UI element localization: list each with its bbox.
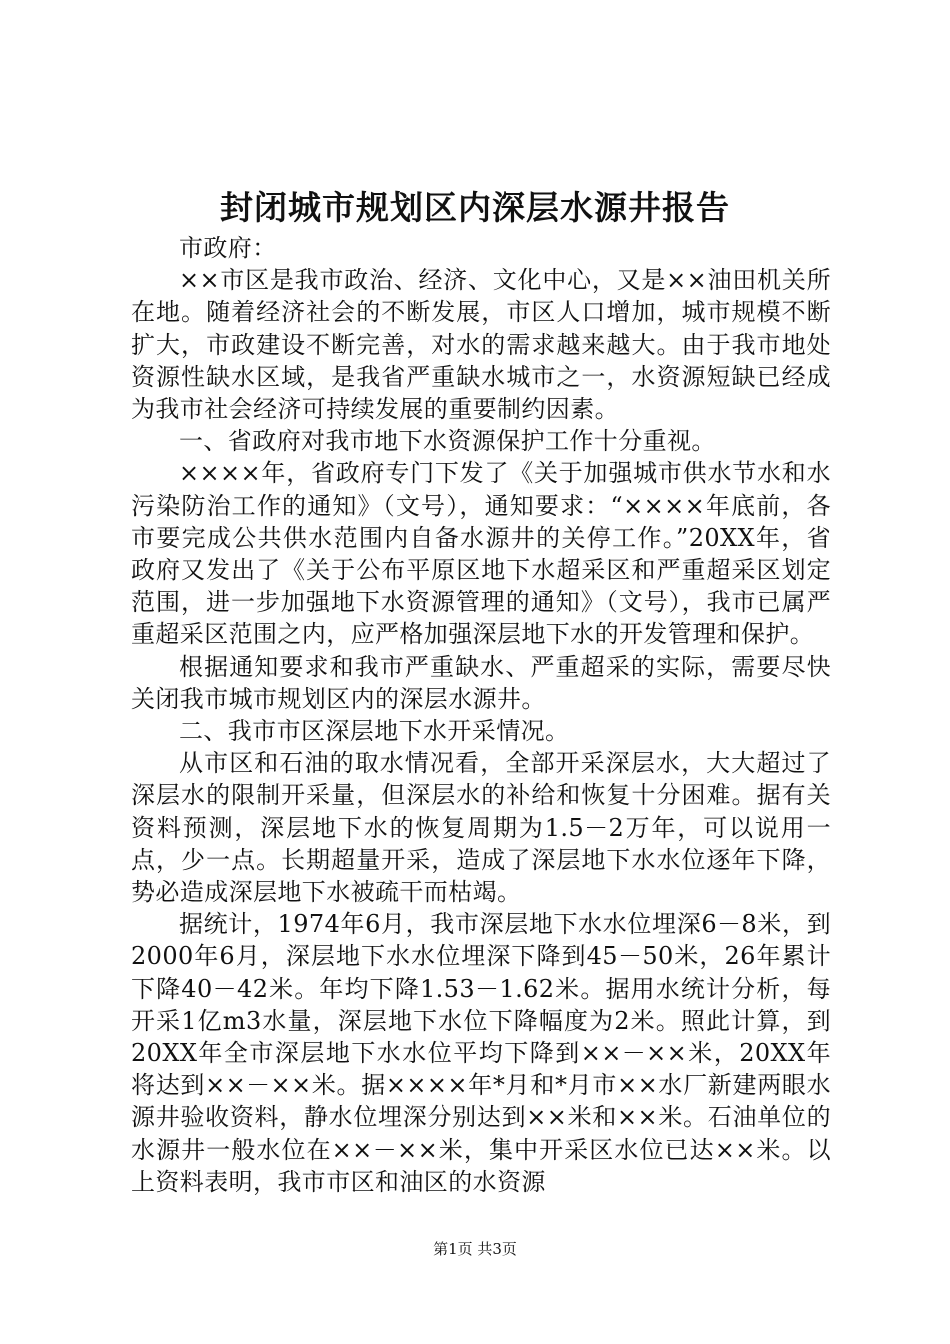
paragraph: 据统计，1974年6月，我市深层地下水水位埋深6－8米，到2000年6月，深层地下水水位埋深下降到45－50米，26年累计下降40－42米。年均下降1.53－1.62米。据用水统计分析，每开采1亿m3水量，深层地下水位下降幅度为2米。照此计算，到20XX年全市深层地下水水位平均下降到××－××米，20XX年将达到××－××米。据××××年*月和*月市××水厂新建两眼水源井验收资料，静水位埋深分别达到××米和××米。石油单位的水源井一般水位在××－××米，集中开采区水位已达××米。以上资料表明，我市市区和油区的水资源	[131, 910, 831, 1196]
paragraph: ××××年，省政府专门下发了《关于加强城市供水节水和水污染防治工作的通知》（文号），通知要求：“××××年底前，各市要完成公共供水范围内自备水源井的关停工作。”20XX年，省政府又发出了《关于公布平原区地下水超采区和严重超采区划定范围，进一步加强地下水资源管理的通知》（文号），我市已属严重超采区范围之内，应严格加强深层地下水的开发管理和保护。	[131, 459, 831, 649]
page-footer: 第1页 共3页	[433, 1240, 517, 1258]
paragraph: 从市区和石油的取水情况看，全部开采深层水，大大超过了深层水的限制开采量，但深层水的补给和恢复十分困难。据有关资料预测，深层地下水的恢复周期为1.5－2万年，可以说用一点，少一点。长期超量开采，造成了深层地下水水位逐年下降，势必造成深层地下水被疏干而枯竭。	[131, 749, 831, 907]
document-body	[131, 232, 831, 1198]
section-heading: 二、我市市区深层地下水开采情况。	[179, 717, 570, 746]
document-title: 封闭城市规划区内深层水源井报告	[220, 188, 730, 227]
paragraph: ××市区是我市政治、经济、文化中心，又是××油田机关所在地。随着经济社会的不断发展，市区人口增加，城市规模不断扩大，市政建设不断完善，对水的需求越来越大。由于我市地处资源性缺水区域，是我省严重缺水城市之一，水资源短缺已经成为我市社会经济可持续发展的重要制约因素。	[131, 266, 831, 424]
section-heading: 一、省政府对我市地下水资源保护工作十分重视。	[179, 427, 716, 456]
salutation: 市政府：	[179, 234, 277, 262]
paragraph: 根据通知要求和我市严重缺水、严重超采的实际，需要尽快关闭我市城市规划区内的深层水源井。	[131, 652, 831, 713]
